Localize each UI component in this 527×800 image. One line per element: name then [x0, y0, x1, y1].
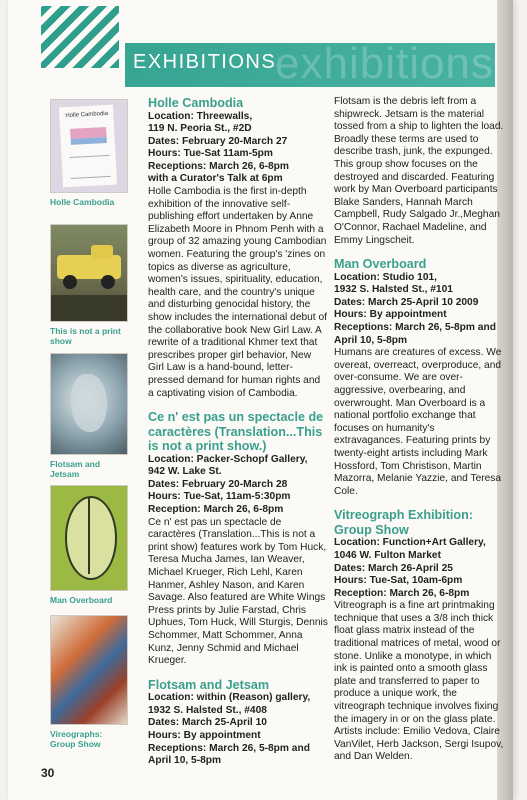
- article-meta-line: Hours: Tue-Sat 11am-5pm: [148, 148, 273, 160]
- article-meta-line: Location: within (Reason) gallery,: [148, 692, 311, 704]
- striped-logo-graphic: [41, 6, 119, 68]
- holle-cambodia-image: Holle Cambodia: [50, 99, 128, 193]
- thumb-vitreographs: [50, 615, 130, 749]
- thumb-not-a-print-show: [50, 224, 130, 346]
- article-not-a-print-show: [148, 410, 328, 668]
- page-number: 30: [41, 766, 55, 780]
- text-column-left: [148, 96, 328, 778]
- article-meta-line: Location: Studio 101,: [334, 271, 438, 283]
- article-title: Holle Cambodia: [148, 96, 244, 110]
- article-meta-line: Reception: March 26, 6-8pm: [334, 587, 470, 599]
- article-meta-line: 942 W. Lake St.: [148, 466, 222, 478]
- magazine-page: [8, 0, 513, 800]
- article-meta-line: Dates: February 20-March 28: [148, 478, 288, 490]
- text-column-right: [334, 96, 506, 774]
- article-body: Humans are creatures of excess. We overeat, overreact, overproduce, and over-consume. We are over-aggressive, overbearing, and overwrought. Man Overboard is a national portfolio exchange that focuses on humanity's extravagances. Featuring prints by twenty-eight artists including Mark Hossford, Tom Christison, Martin Mazorra, Melanie Yazzie, and Teresa Cole.: [334, 347, 502, 497]
- article-meta-line: Dates: February 20-March 27: [148, 135, 288, 147]
- article-meta-line: Location: Function+Art Gallery,: [334, 537, 486, 549]
- article-meta-line: 1046 W. Fulton Market: [334, 549, 441, 561]
- article-meta-line: Receptions: March 26, 6-8pm: [148, 160, 289, 172]
- thumb-caption: This is not a print show: [50, 326, 121, 346]
- article-meta-line: Reception: March 26, 6-8pm: [148, 504, 284, 516]
- article-meta-line: 119 N. Peoria St., #2D: [148, 123, 252, 135]
- thumb-flotsam-jetsam: [50, 353, 130, 479]
- article-title: Flotsam and Jetsam: [148, 677, 270, 692]
- truck-image: [50, 224, 128, 322]
- article-meta-line: Hours: Tue-Sat, 10am-6pm: [334, 575, 463, 587]
- article-body: Flotsam is the debris left from a shipwreck. Jetsam is the material tossed from a ship to lighten the load. Broadly these terms are used to describe trash, junk, the expunged. This group show focuses on the destroyed and discarded. Featuring work by Man Overboard participants Blake Sanders, Hannah March Campbell, Rudy Salgado Jr.,Meghan O'Connor, Rachael Madeline, and Emmy Lingscheit.: [334, 96, 504, 246]
- vitreograph-image: [50, 615, 128, 725]
- article-meta-line: Receptions: March 26, 5-8pm and April 10, 5-8pm: [334, 322, 496, 346]
- article-flotsam-jetsam: [148, 678, 328, 768]
- article-meta-line: Hours: By appointment: [148, 730, 261, 742]
- article-meta-line: Dates: March 26-April 25: [334, 562, 453, 574]
- article-flotsam-continued: [334, 96, 506, 247]
- header-ghost-text: exhibitions: [275, 43, 494, 87]
- article-meta-line: Location: Threewalls,: [148, 110, 253, 122]
- article-man-overboard: [334, 257, 506, 498]
- man-overboard-image: [50, 485, 128, 591]
- article-body: Vitreograph is a fine art printmaking technique that uses a 3/8 inch thick float glass matrix instead of the traditional matrices of metal, wood or stone. Unlike a monotype, in which ink is painted onto a smooth glass plate and transferred to paper to produce a unique work, the vitreograph technique involves fixing the imagery in or on the glass plate. Artists include: Emilio Vedova, Claire VanVilet, Herb Jackson, Sergi Isupov, and Dan Welden.: [334, 600, 504, 763]
- section-title: EXHIBITIONS: [133, 51, 277, 73]
- article-meta-line: 1932 S. Halsted St., #101: [334, 284, 453, 296]
- thumb-man-overboard: [50, 485, 130, 605]
- thumb-caption: Holle Cambodia: [50, 197, 115, 207]
- thumb-caption: Man Overboard: [50, 595, 113, 605]
- article-title: Ce n' est pas un spectacle de caractères (Translation...This is not a print show.): [148, 410, 324, 454]
- thumb-caption: Vireographs: Group Show: [50, 729, 103, 749]
- section-header-bar: [125, 43, 495, 87]
- article-body: Ce n' est pas un spectacle de caractères (Translation...This is not a print show) features work by Tom Huck, Teresa Mucha James, Ian Weaver, Michael Krueger, Rich Lehl, Karen Hanmer, Ashley Nason, and Karen Savage. Also featured are White Wings Press prints by Julie Farstad, Chris Uphues, Tom Huck, Will Sturgis, Dennis Schommer, Matt Schommer, Anna Kunz, Jenny Schmid and Michael Krueger.: [148, 516, 328, 667]
- thumb-caption: Flotsam and Jetsam: [50, 459, 101, 479]
- article-meta-line: 1932 S. Halsted St., #408: [148, 704, 267, 716]
- thumb-holle-cambodia: [50, 99, 130, 207]
- article-title: Man Overboard: [334, 257, 427, 272]
- article-meta-line: with a Curator's Talk at 6pm: [148, 173, 283, 185]
- article-meta-line: Hours: By appointment: [334, 309, 447, 321]
- article-vitreograph: [334, 508, 506, 764]
- flotsam-image: [50, 353, 128, 455]
- article-meta-line: Location: Packer-Schopf Gallery,: [148, 453, 308, 465]
- article-meta-line: Receptions: March 26, 5-8pm and April 10, 5-8pm: [148, 742, 310, 767]
- article-meta-line: Dates: March 25-April 10: [148, 717, 267, 729]
- article-holle-cambodia: [148, 96, 328, 400]
- article-body: Holle Cambodia is the first in-depth exhibition of the innovative self-publishing effort undertaken by Anne Elizabeth Moore in Phnom Penh with a group of 32 amazing young Cambodian women. Featuring the group's 'zines on topics as diverse as agriculture, women's issues, spirituality, education, health care, and the country's unique and disturbing genocidal history, the show includes the international debut of the collaborative book New Girl Law. A rewrite of a traditional Khmer text that prescribes proper girl behavior, New Girl Law is a hand-bound, letter-pressed demand for human rights and a captivating vision of Cambodia.: [148, 186, 327, 399]
- article-meta-line: Dates: March 25-April 10 2009: [334, 296, 479, 308]
- article-meta-line: Hours: Tue-Sat, 11am-5:30pm: [148, 491, 291, 503]
- article-title: Vitreograph Exhibition: Group Show: [334, 508, 474, 537]
